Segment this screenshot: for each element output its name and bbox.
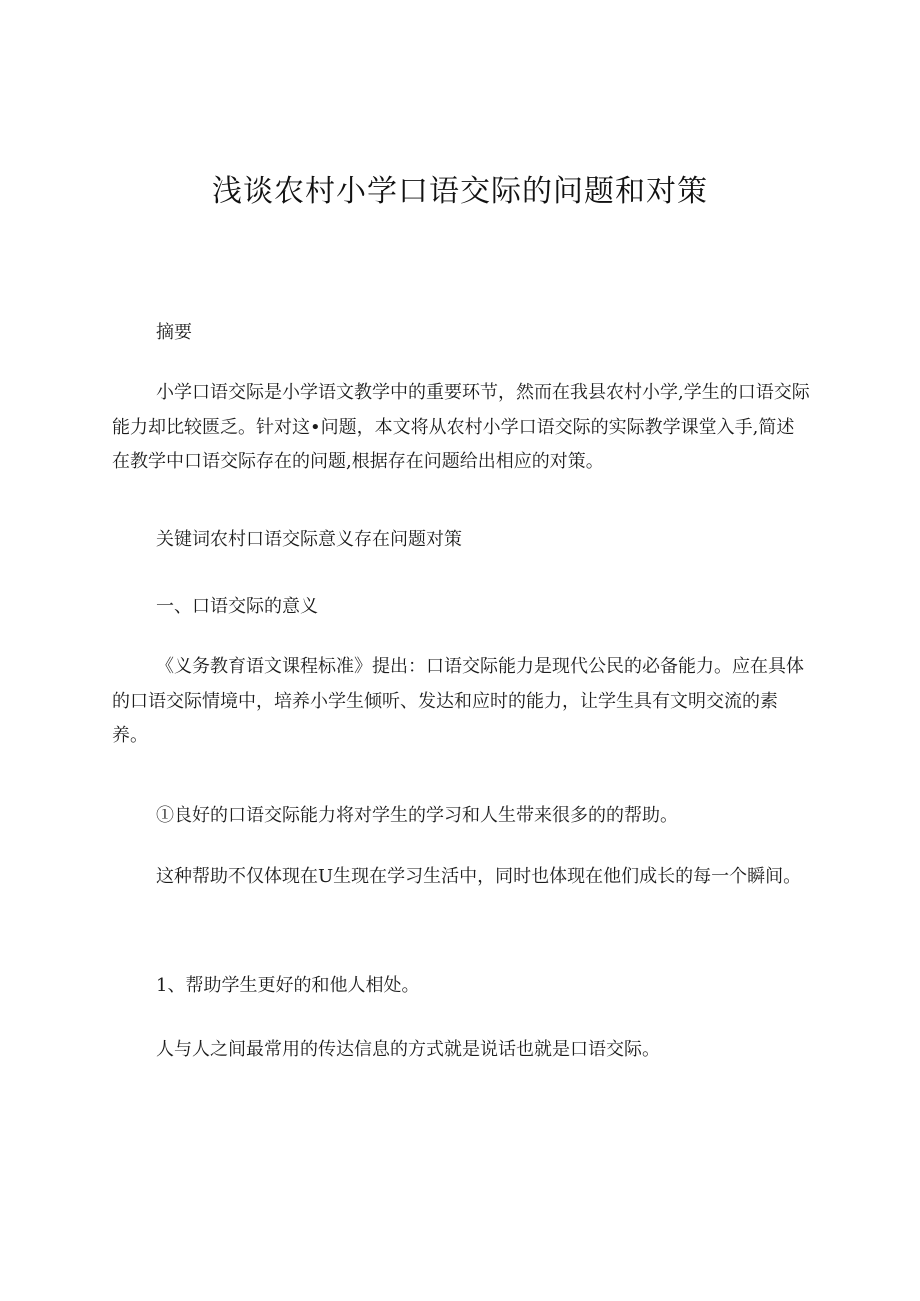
abstract-body: 小学口语交际是小学语文教学中的重要环节，然而在我县农村小学,学生的口语交际能力却比较匮乏。针对这•问题，本文将从农村小学口语交际的实际教学课堂入手,简述在教学中口语交际存在的问题,根据存在问题给出相应的对策。 [112, 382, 810, 472]
benefit-note: ①良好的口语交际能力将对学生的学习和人生带来很多的的帮助。 [156, 805, 678, 826]
document-title: 浅谈农村小学口语交际的问题和对策 [212, 174, 708, 209]
abstract-label: 摘要 [156, 322, 192, 343]
communication-paragraph: 人与人之间最常用的传达信息的方式就是说话也就是口语交际。 [156, 1039, 660, 1060]
curriculum-standard-paragraph: 《义务教育语文课程标准》提出：口语交际能力是现代公民的必备能力。应在具体的口语交际情境中，培养小学生倾听、发达和应时的能力，让学生具有文明交流的素养。 [112, 656, 804, 746]
section-heading-meaning: 一、口语交际的意义 [156, 596, 318, 617]
subheading-get-along: 1、帮助学生更好的和他人相处。 [156, 975, 420, 996]
help-paragraph: 这种帮助不仅体现在U生现在学习生活中，同时也体现在他们成长的每一个瞬间。 [156, 866, 802, 887]
keywords-line: 关键词农村口语交际意义存在问题对策 [156, 529, 462, 550]
